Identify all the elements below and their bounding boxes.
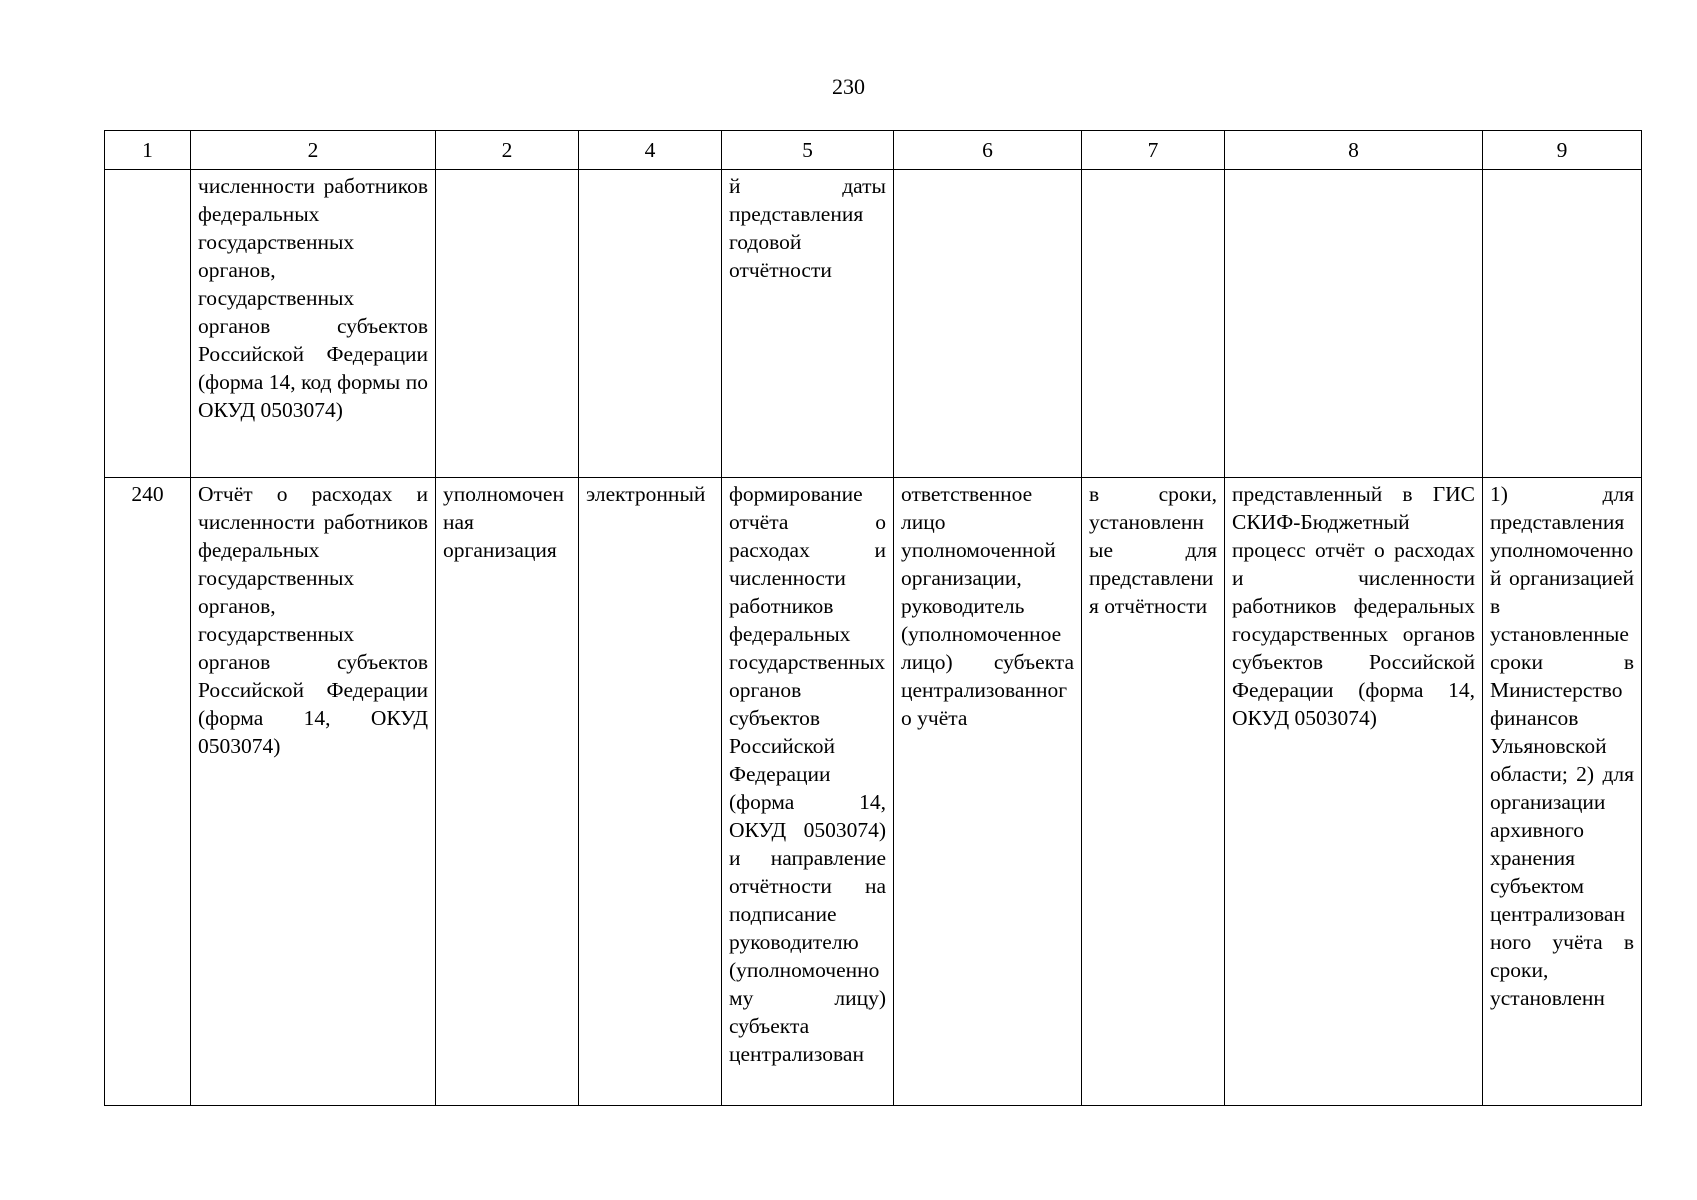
deadline: в сроки, установленные для представления отчётности xyxy=(1082,478,1225,1106)
table-row-continued xyxy=(105,170,1642,478)
responsible-organization: уполномоченная организация xyxy=(436,478,579,1106)
table-cell-action: й даты представления годовой отчётности xyxy=(722,170,894,478)
header-cell: 9 xyxy=(1483,131,1642,170)
register-table xyxy=(104,130,1642,1106)
table-row xyxy=(105,478,1642,1106)
header-cell: 6 xyxy=(894,131,1082,170)
purpose-description: 1) для представления уполномоченной организацией в установленные сроки в Министерство финансов Ульяновской области; 2) для организации архивного хранения субъектом централизованного учёта в сроки, установленн xyxy=(1483,478,1642,1106)
row-number: 240 xyxy=(105,478,191,1106)
result-description: представленный в ГИС СКИФ-Бюджетный процесс отчёт о расходах и численности работников федеральных государственных органов субъектов Российской Федерации (форма 14, ОКУД 0503074) xyxy=(1225,478,1483,1106)
table-cell xyxy=(436,170,579,478)
responsible-person: ответственное лицо уполномоченной организации, руководитель (уполномоченное лицо) субъекта централизованного учёта xyxy=(894,478,1082,1106)
page-number: 230 xyxy=(832,74,865,99)
table-cell xyxy=(1225,170,1483,478)
header-cell: 1 xyxy=(105,131,191,170)
table-cell xyxy=(105,170,191,478)
header-cell: 5 xyxy=(722,131,894,170)
table-header-row xyxy=(105,131,1642,170)
header-cell: 8 xyxy=(1225,131,1483,170)
header-cell: 7 xyxy=(1082,131,1225,170)
document-name: Отчёт о расходах и численности работников федеральных государственных органов, государственных органов субъектов Российской Федерации (форма 14, ОКУД 0503074) xyxy=(191,478,436,1106)
header-cell: 2 xyxy=(436,131,579,170)
procedure-description: формирование отчёта о расходах и численности работников федеральных государственных органов субъектов Российской Федерации (форма 14, ОКУД 0503074) и направление отчётности на подписание руководителю (уполномоченному лицу) субъекта централизован xyxy=(722,478,894,1106)
table-cell xyxy=(579,170,722,478)
header-cell: 4 xyxy=(579,131,722,170)
table-cell xyxy=(1082,170,1225,478)
table-cell xyxy=(894,170,1082,478)
document-form: электронный xyxy=(579,478,722,1106)
table-cell xyxy=(1483,170,1642,478)
table-cell-name: численности работников федеральных государственных органов, государственных органов субъектов Российской Федерации (форма 14, код формы по ОКУД 0503074) xyxy=(191,170,436,478)
header-cell: 2 xyxy=(191,131,436,170)
